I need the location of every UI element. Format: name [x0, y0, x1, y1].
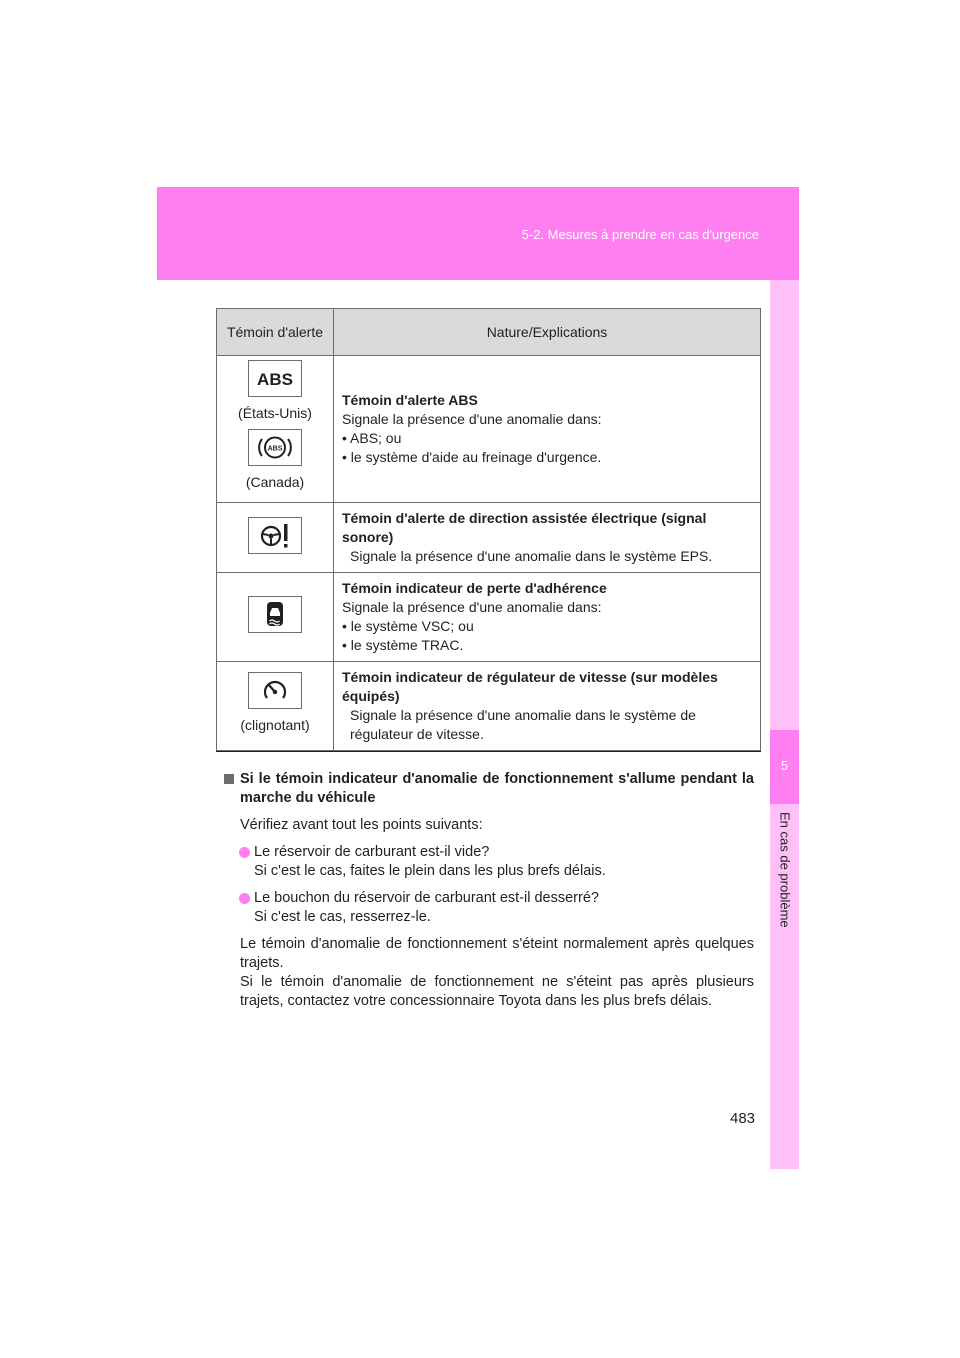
table-row — [217, 503, 761, 573]
row-line: • le système VSC; ou — [342, 618, 474, 634]
abs-circle-icon — [248, 429, 302, 466]
list-item — [224, 843, 754, 881]
row-title: Témoin indicateur de perte d'adhérence — [342, 580, 607, 596]
section-divider — [216, 751, 761, 752]
chapter-title: En cas de problème — [777, 812, 792, 928]
section-title: 5-2. Mesures à prendre en cas d'urgence — [521, 227, 759, 242]
chapter-title-vertical — [770, 812, 799, 952]
icon-caption: (États-Unis) — [238, 405, 312, 421]
abs-text-icon — [248, 360, 302, 397]
bullet-answer: Si c'est le cas, faites le plein dans les plus brefs délais. — [254, 863, 606, 879]
list-item — [224, 889, 754, 927]
bullet-question: Le bouchon du réservoir de carburant est-il desserré? — [254, 890, 599, 906]
explanation-cell — [334, 662, 761, 751]
row-line: Signale la présence d'une anomalie dans le système EPS. — [350, 548, 713, 564]
cruise-control-icon — [248, 672, 302, 709]
warning-lights-table — [216, 308, 761, 751]
row-line: Signale la présence d'une anomalie dans: — [342, 411, 602, 427]
side-tab-strip — [770, 280, 799, 1169]
bullet-question: Le réservoir de carburant est-il vide? — [254, 844, 490, 860]
icon-cell — [217, 356, 334, 503]
square-bullet-icon — [224, 774, 234, 784]
svg-text:ABS: ABS — [267, 445, 283, 453]
explanation-cell — [334, 356, 761, 503]
col-header-light: Témoin d'alerte — [217, 309, 334, 356]
row-title: Témoin d'alerte ABS — [342, 392, 478, 408]
page-number: 483 — [730, 1110, 756, 1127]
explanation-cell — [334, 503, 761, 573]
note-heading — [224, 770, 754, 808]
note-intro: Vérifiez avant tout les points suivants: — [240, 817, 483, 833]
chapter-tab[interactable] — [770, 730, 799, 804]
note-para-2: Si le témoin d'anomalie de fonctionnement ne s'éteint pas après plusieurs trajets, contactez votre concessionnaire Toyota dans les plus brefs délais. — [240, 974, 754, 1009]
round-bullet-icon — [239, 893, 250, 904]
icon-cell — [217, 503, 334, 573]
round-bullet-icon — [239, 847, 250, 858]
icon-caption: (Canada) — [245, 474, 305, 490]
table-row — [217, 662, 761, 751]
svg-text:ABS: ABS — [257, 370, 293, 389]
icon-cell — [217, 573, 334, 662]
row-line: • ABS; ou — [342, 430, 402, 446]
eps-warning-icon — [248, 517, 302, 554]
note-paragraph — [224, 935, 754, 1011]
row-line: • le système d'aide au freinage d'urgence. — [342, 449, 602, 465]
explanation-cell — [334, 573, 761, 662]
bullet-answer: Si c'est le cas, resserrez-le. — [254, 909, 431, 925]
row-line: Signale la présence d'une anomalie dans le système de régulateur de vitesse. — [350, 707, 696, 742]
row-line: • le système TRAC. — [342, 637, 464, 653]
header-band — [157, 187, 799, 280]
table-row — [217, 356, 761, 503]
table-header-row — [217, 309, 761, 356]
table-row — [217, 573, 761, 662]
row-title: Témoin d'alerte de direction assistée électrique (signal sonore) — [342, 510, 707, 545]
row-title: Témoin indicateur de régulateur de vitesse (sur modèles équipés) — [342, 669, 718, 704]
row-line: Signale la présence d'une anomalie dans: — [342, 599, 602, 615]
icon-cell — [217, 662, 334, 751]
icon-caption: (clignotant) — [240, 716, 310, 733]
note-para-1: Le témoin d'anomalie de fonctionnement s'éteint normalement après quelques trajets. — [240, 936, 754, 971]
slip-indicator-icon — [248, 596, 302, 633]
note-section — [224, 770, 754, 1011]
note-heading-text: Si le témoin indicateur d'anomalie de fonctionnement s'allume pendant la marche du véhicule — [240, 771, 754, 806]
chapter-number: 5 — [780, 758, 789, 773]
col-header-explanation: Nature/Explications — [334, 309, 761, 356]
